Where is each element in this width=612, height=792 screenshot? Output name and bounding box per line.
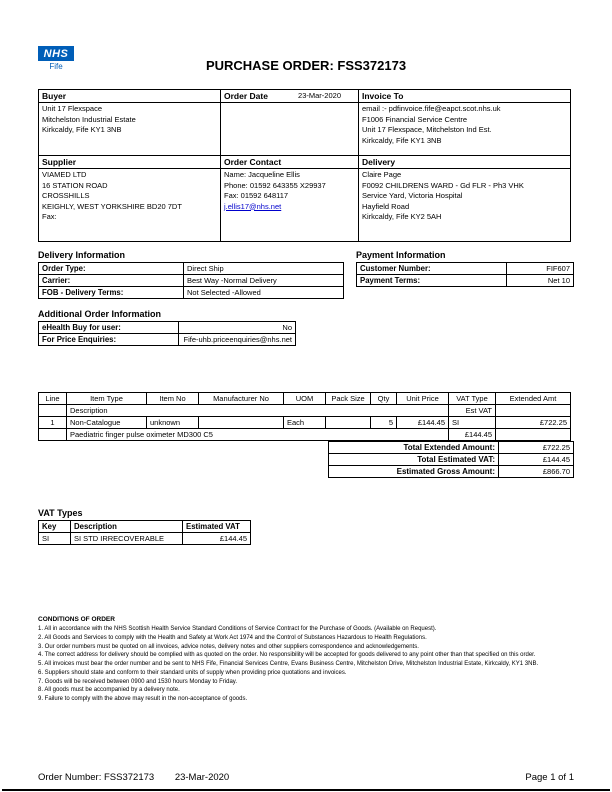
- payment-terms-label: Payment Terms:: [357, 275, 507, 287]
- condition-item: 8. All goods must be accompanied by a delivery note.: [38, 687, 180, 694]
- footer-date: 23-Mar-2020: [174, 772, 230, 783]
- vat-types-section: [38, 508, 574, 545]
- page-footer: [38, 772, 574, 783]
- order-date-cell: [221, 90, 359, 103]
- vat-types-header-row: [39, 521, 251, 533]
- condition-item: 4. The correct address for delivery should be complied with as quoted on the order. No responsibility will be accepted for goods delivered to any point other than that specified on this order.: [38, 652, 536, 659]
- nhs-logo-box: NHS: [38, 46, 74, 61]
- buyer-address: [39, 103, 221, 156]
- item-pack-size: [326, 417, 371, 429]
- buyer-header: Buyer: [39, 90, 221, 103]
- order-totals-table: [328, 441, 574, 478]
- item-vat-type: SI: [449, 417, 496, 429]
- item-est-vat: £144.45: [449, 429, 496, 441]
- payment-information-title: Payment Information: [356, 250, 446, 260]
- condition-item: 7. Goods will be received between 0900 and 1530 hours Monday to Friday.: [38, 678, 238, 685]
- nhs-region-label: Fife: [49, 62, 63, 71]
- order-contact-header: Order Contact: [221, 156, 359, 169]
- ehealth-buy-value: No: [179, 322, 296, 334]
- contact-phone-line: Phone: 01592 643355 X29937: [224, 180, 326, 190]
- col-header-unit-price: Unit Price: [397, 393, 449, 405]
- contact-fax-line: Fax: 01592 648117: [224, 191, 289, 200]
- contact-name-line: Name: Jacqueline Ellis: [224, 170, 300, 179]
- invoice-address-line: F1006 Financial Service Centre: [362, 114, 468, 124]
- customer-number-label: Customer Number:: [357, 263, 507, 275]
- supplier-address-line: KEIGHLY, WEST YORKSHIRE BD20 7DT: [42, 201, 182, 211]
- contact-email-link[interactable]: j.ellis17@nhs.net: [224, 201, 282, 211]
- condition-item: 5. All invoices must bear the order number and be sent to NHS Fife, Financial Services Centre, Evans Business Centre, Mitchelston Drive, Mitchelston Industrial Estate, Kirkcaldy, KY1 3NB.: [38, 661, 539, 668]
- empty-cell: [496, 429, 571, 441]
- supplier-address-line: CROSSHILLS: [42, 191, 90, 200]
- empty-cell: [39, 405, 67, 417]
- item-unit-price: £144.45: [397, 417, 449, 429]
- payment-terms-value: Net 10: [507, 275, 574, 287]
- item-uom: Each: [284, 417, 326, 429]
- delivery-address: [359, 169, 571, 242]
- customer-number-value: FIF607: [507, 263, 574, 275]
- vat-description-header: Description: [71, 521, 183, 533]
- col-header-item-type: Item Type: [67, 393, 147, 405]
- delivery-header: Delivery: [359, 156, 571, 169]
- total-estimated-vat-label: Total Estimated VAT:: [329, 454, 499, 466]
- col-header-qty: Qty: [371, 393, 397, 405]
- payment-information-table: [356, 262, 574, 287]
- invoice-address-line: Kirkcaldy, Fife KY1 3NB: [362, 135, 442, 145]
- order-type-value: Direct Ship: [184, 263, 344, 275]
- delivery-information-table: [38, 262, 344, 299]
- vat-types-table: [38, 520, 251, 545]
- delivery-information-section: [38, 250, 344, 299]
- ehealth-buy-label: eHealth Buy for user:: [39, 322, 179, 334]
- total-extended-amount-value: £722.25: [499, 442, 574, 454]
- vat-key-header: Key: [39, 521, 71, 533]
- delivery-address-line: Service Yard, Victoria Hospital: [362, 191, 463, 200]
- order-type-label: Order Type:: [39, 263, 184, 275]
- order-contact-details: [221, 169, 359, 242]
- vat-key-value: SI: [39, 533, 71, 545]
- vat-estimated-value: £144.45: [183, 533, 251, 545]
- est-vat-header: Est VAT: [449, 405, 496, 417]
- supplier-fax-line: Fax:: [42, 212, 57, 221]
- delivery-address-line: Kirkcaldy, Fife KY2 5AH: [362, 212, 442, 221]
- item-description: Paediatric finger pulse oximeter MD300 C5: [67, 429, 449, 441]
- vat-types-title: VAT Types: [38, 508, 83, 518]
- col-header-vat-type: VAT Type: [449, 393, 496, 405]
- supplier-header: Supplier: [39, 156, 221, 169]
- supplier-address-line: 16 STATION ROAD: [42, 180, 108, 190]
- buyer-address-line: Unit 17 Flexspace: [42, 104, 103, 113]
- total-extended-amount-label: Total Extended Amount:: [329, 442, 499, 454]
- footer-page-number: Page 1 of 1: [525, 772, 574, 783]
- condition-item: 6. Suppliers should state and conform to their standard units of supply when providing price quotations and invoices.: [38, 669, 347, 676]
- items-subheader-row: [39, 405, 571, 417]
- delivery-address-line: F0092 CHILDRENS WARD - Gd FLR - Ph3 VHK: [362, 180, 524, 190]
- col-header-item-no: Item No: [147, 393, 199, 405]
- item-no: unknown: [147, 417, 199, 429]
- conditions-of-order: [38, 615, 574, 704]
- delivery-address-line: Claire Page: [362, 170, 402, 179]
- item-qty: 5: [371, 417, 397, 429]
- page-title: PURCHASE ORDER: FSS372173: [205, 58, 407, 73]
- footer-order-number: Order Number: FSS372173: [38, 772, 155, 783]
- fob-delivery-terms-label: FOB - Delivery Terms:: [39, 287, 184, 299]
- col-header-uom: UOM: [284, 393, 326, 405]
- vat-types-row: [39, 533, 251, 545]
- description-header: Description: [67, 405, 449, 417]
- condition-item: 3. Our order numbers must be quoted on all invoices, advice notes, delivery notes and other suppliers correspondence and acknowledgements.: [38, 643, 419, 650]
- condition-item: 2. All Goods and Services to comply with the Health and Safety at Work Act 1974 and the Control of Substances Hazardous to Health Regulations.: [38, 635, 427, 642]
- additional-order-information-table: [38, 321, 296, 346]
- carrier-value: Best Way -Normal Delivery: [184, 275, 344, 287]
- price-enquiries-label: For Price Enquiries:: [39, 334, 179, 346]
- info-columns: [38, 250, 574, 299]
- item-extended-amt: £722.25: [496, 417, 571, 429]
- fob-delivery-terms-value: Not Selected -Allowed: [184, 287, 344, 299]
- estimated-gross-amount-label: Estimated Gross Amount:: [329, 466, 499, 478]
- order-date-label: Order Date: [224, 91, 268, 101]
- col-header-extended-amt: Extended Amt: [496, 393, 571, 405]
- col-header-line: Line: [39, 393, 67, 405]
- item-row: [39, 417, 571, 429]
- col-header-manufacturer-no: Manufacturer No: [199, 393, 284, 405]
- total-estimated-vat-value: £144.45: [499, 454, 574, 466]
- item-type: Non-Catalogue: [67, 417, 147, 429]
- parties-table: [38, 89, 571, 242]
- footer-order-info: [38, 772, 247, 783]
- invoice-address: [359, 103, 571, 156]
- buyer-address-line: Kirkcaldy, Fife KY1 3NB: [42, 125, 122, 134]
- additional-order-information-section: [38, 309, 574, 346]
- carrier-label: Carrier:: [39, 275, 184, 287]
- condition-item: 1. All in accordance with the NHS Scottish Health Service Standard Conditions of Service Contract for the Purchase of Goods. (Available on Request).: [38, 626, 437, 633]
- items-header-row: [39, 393, 571, 405]
- vat-description-value: SI STD IRRECOVERABLE: [71, 533, 183, 545]
- invoice-address-line: email :- pdfinvoice.fife@eapct.scot.nhs.uk: [362, 104, 501, 113]
- invoice-to-header: Invoice To: [359, 90, 571, 103]
- additional-order-information-title: Additional Order Information: [38, 309, 161, 319]
- delivery-information-title: Delivery Information: [38, 250, 126, 260]
- item-manufacturer-no: [199, 417, 284, 429]
- condition-item: 9. Failure to comply with the above may result in the non-acceptance of goods.: [38, 695, 248, 702]
- buyer-address-line: Mitchelston Industrial Estate: [42, 114, 136, 124]
- invoice-address-line: Unit 17 Flexspace, Mitchelston Ind Est.: [362, 125, 492, 134]
- item-description-row: [39, 429, 571, 441]
- supplier-address: [39, 169, 221, 242]
- supplier-address-line: VIAMED LTD: [42, 170, 87, 179]
- item-line: 1: [39, 417, 67, 429]
- order-date-value: 23-Mar-2020: [298, 91, 341, 100]
- empty-cell: [496, 405, 571, 417]
- delivery-address-line: Hayfield Road: [362, 201, 410, 211]
- payment-information-section: [356, 250, 574, 299]
- col-header-pack-size: Pack Size: [326, 393, 371, 405]
- conditions-title: CONDITIONS OF ORDER: [38, 616, 115, 623]
- empty-cell: [39, 429, 67, 441]
- vat-estimated-header: Estimated VAT: [183, 521, 251, 533]
- page-bottom-rule: [2, 789, 610, 792]
- estimated-gross-amount-value: £866.70: [499, 466, 574, 478]
- price-enquiries-value: Fife-uhb.priceenquiries@nhs.net: [179, 334, 296, 346]
- order-items-table: [38, 392, 571, 441]
- order-date-spacer-cell: [221, 103, 359, 156]
